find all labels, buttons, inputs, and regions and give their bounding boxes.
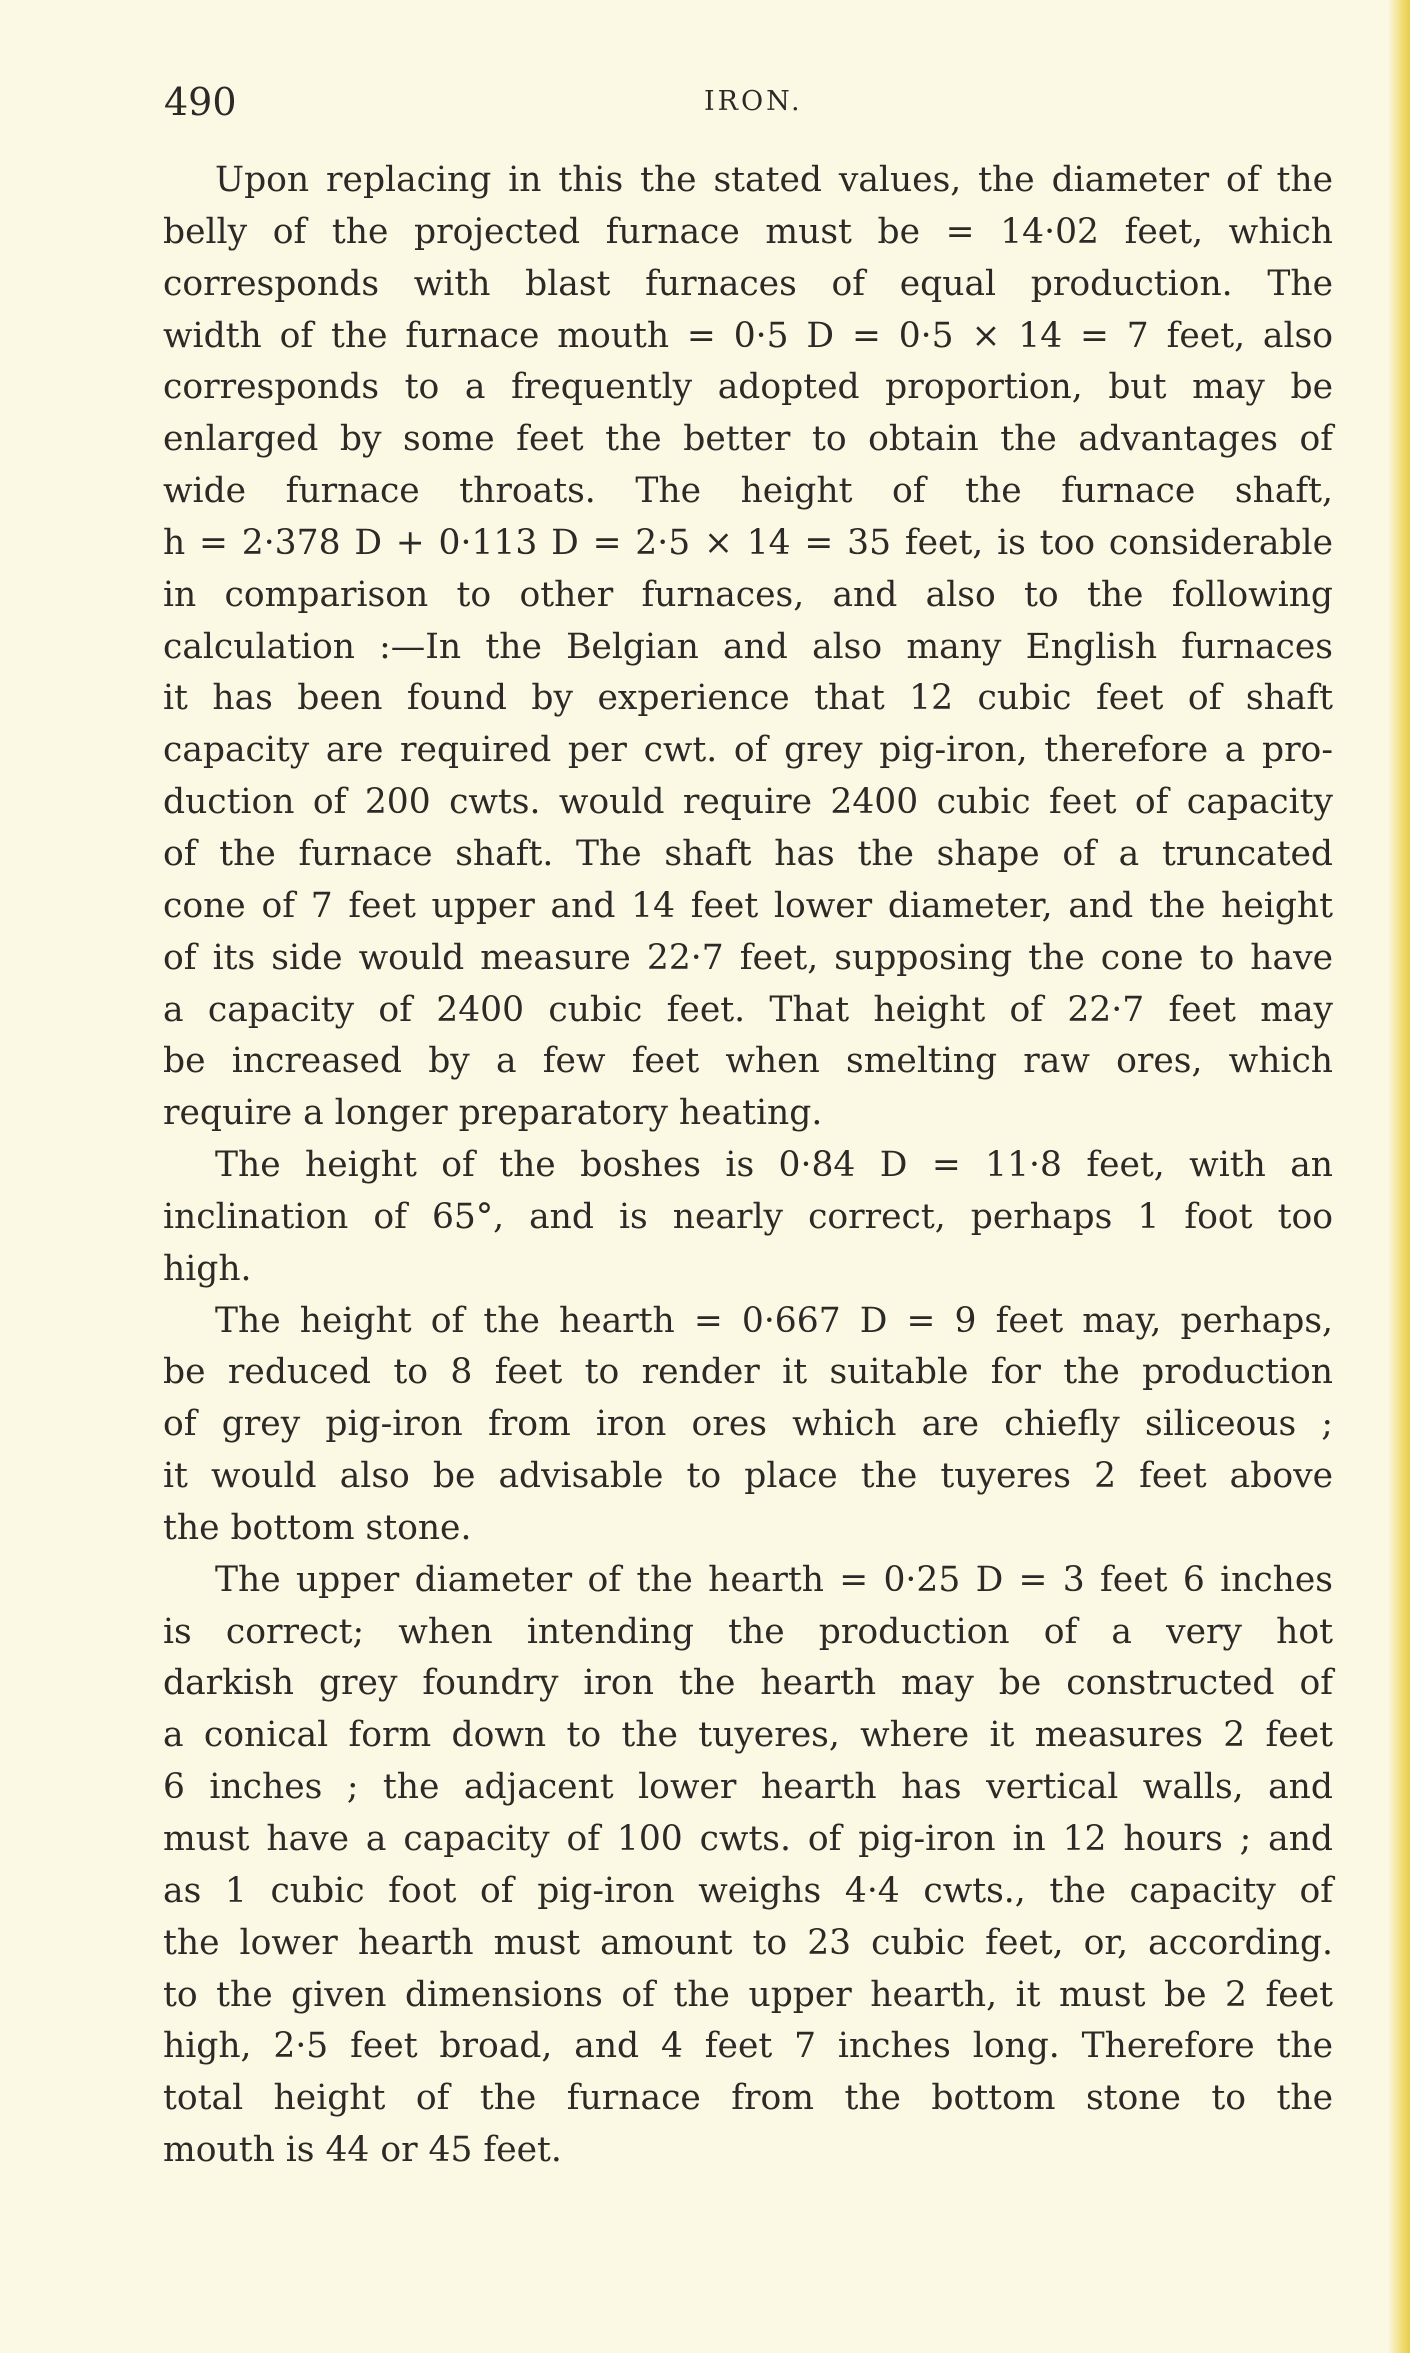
text-line: corresponds with blast furnaces of equal production. The xyxy=(163,263,1333,304)
text-line: The height of the boshes is 0·84 D = 11·8 feet, with an xyxy=(215,1145,1333,1186)
text-line: must have a capacity of 100 cwts. of pig-iron in 12 hours ; and xyxy=(163,1819,1333,1859)
text-line: The height of the hearth = 0·667 D = 9 feet may, perhaps, xyxy=(215,1300,1333,1341)
text-line: capacity are required per cwt. of grey pig-iron, therefore a pro- xyxy=(163,730,1333,771)
text-line: to the given dimensions of the upper hearth, it must be 2 feet xyxy=(163,1974,1333,2015)
text-line: inclination of 65°, and is nearly correct, perhaps 1 foot too xyxy=(163,1196,1333,1237)
text-line: darkish grey foundry iron the hearth may be constructed of xyxy=(163,1663,1333,1704)
text-line: width of the furnace mouth = 0·5 D = 0·5 × 14 = 7 feet, also xyxy=(163,315,1333,356)
text-line: a capacity of 2400 cubic feet. That height of 22·7 feet may xyxy=(163,989,1333,1030)
body-text xyxy=(163,155,1333,2177)
text-line: 6 inches ; the adjacent lower hearth has vertical walls, and xyxy=(163,1767,1333,1808)
text-line: high, 2·5 feet broad, and 4 feet 7 inches long. Therefore the xyxy=(163,2026,1333,2067)
text-line: The upper diameter of the hearth = 0·25 D = 3 feet 6 inches xyxy=(215,1559,1333,1600)
text-line: cone of 7 feet upper and 14 feet lower diameter, and the height xyxy=(163,885,1333,926)
text-line: the lower hearth must amount to 23 cubic feet, or, according. xyxy=(163,1922,1333,1963)
page-edge-shading xyxy=(1388,0,1410,2353)
text-line: be reduced to 8 feet to render it suitable for the production xyxy=(163,1352,1333,1393)
text-line: belly of the projected furnace must be = 14·02 feet, which xyxy=(163,211,1333,252)
text-line: require a longer preparatory heating. xyxy=(163,1093,823,1134)
text-line: calculation :—In the Belgian and also many English furnaces xyxy=(163,626,1333,667)
text-line: high. xyxy=(163,1248,252,1289)
text-line: duction of 200 cwts. would require 2400 cubic feet of capacity xyxy=(163,782,1333,823)
text-line: in comparison to other furnaces, and also to the following xyxy=(163,574,1333,615)
text-line: wide furnace throats. The height of the furnace shaft, xyxy=(163,471,1333,512)
text-line: is correct; when intending the production of a very hot xyxy=(163,1611,1333,1652)
text-line: mouth is 44 or 45 feet. xyxy=(163,2130,562,2171)
text-line: of the furnace shaft. The shaft has the shape of a truncated xyxy=(163,833,1333,874)
running-title: IRON. xyxy=(704,86,803,117)
text-line: it would also be advisable to place the tuyeres 2 feet above xyxy=(163,1456,1333,1497)
text-line: be increased by a few feet when smelting raw ores, which xyxy=(163,1041,1333,1082)
text-line: it has been found by experience that 12 cubic feet of shaft xyxy=(163,678,1333,719)
text-line: total height of the furnace from the bottom stone to the xyxy=(163,2078,1333,2119)
text-line: as 1 cubic foot of pig-iron weighs 4·4 cwts., the capacity of xyxy=(163,1870,1333,1911)
text-line: a conical form down to the tuyeres, where it measures 2 feet xyxy=(163,1715,1333,1756)
text-line: Upon replacing in this the stated values, the diameter of the xyxy=(215,160,1333,200)
text-line: of its side would measure 22·7 feet, supposing the cone to have xyxy=(163,937,1333,978)
text-line: the bottom stone. xyxy=(163,1507,472,1548)
text-line: of grey pig-iron from iron ores which are chiefly siliceous ; xyxy=(163,1404,1333,1445)
text-line: h = 2·378 D + 0·113 D = 2·5 × 14 = 35 feet, is too considerable xyxy=(163,522,1333,563)
text-line: corresponds to a frequently adopted proportion, but may be xyxy=(163,367,1333,408)
page-number: 490 xyxy=(164,80,237,124)
text-line: enlarged by some feet the better to obtain the advantages of xyxy=(163,419,1333,460)
